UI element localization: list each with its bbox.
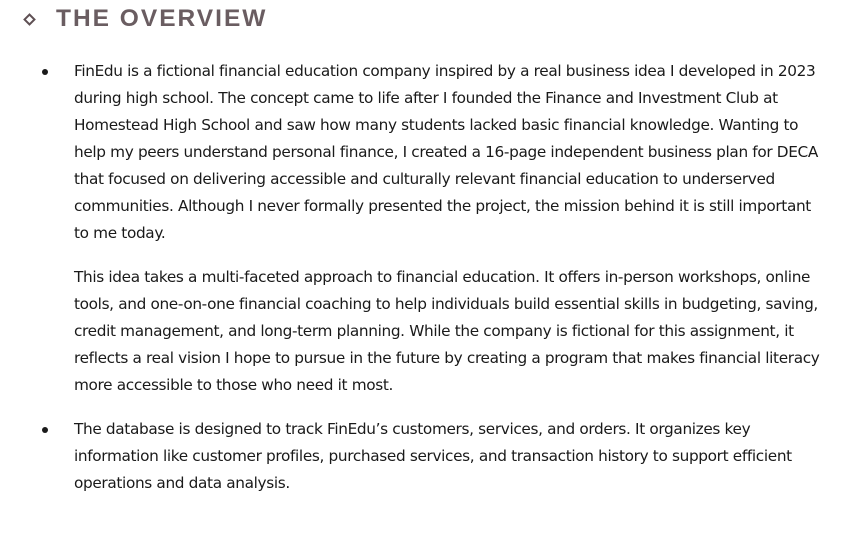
bullet-dot-icon — [42, 427, 48, 433]
paragraph: This idea takes a multi-faceted approach to financial education. It offers in-person workshops, online tools, and one-on-one financial coaching to help individuals build essential skills in budgeting, saving, credit management, and long-term planning. While the company is fictional for this assignment, it reflects a real vision I hope to pursue in the future by creating a program that makes financial literacy more accessible to those who need it most. — [74, 268, 820, 394]
bullet-item — [0, 416, 851, 497]
bullet-dot-icon — [42, 69, 48, 75]
overview-body — [0, 58, 851, 497]
paragraph: The database is designed to track FinEdu’s customers, services, and orders. It organizes key information like customer profiles, purchased services, and transaction history to support efficient operations and data analysis. — [74, 420, 792, 492]
bullet-item — [0, 58, 851, 399]
diamond-bullet-icon — [23, 13, 36, 26]
paragraph: FinEdu is a fictional financial education company inspired by a real business idea I developed in 2023 during high school. The concept came to life after I founded the Finance and Investment Club at Homestead High School and saw how many students lacked basic financial knowledge. Wanting to help my peers understand personal finance, I created a 16-page independent business plan for DECA that focused on delivering accessible and culturally relevant financial education to underserved communities. Although I never formally presented the project, the mission behind it is still important to me today. — [74, 62, 818, 242]
section-heading — [21, 3, 267, 35]
section-title: THE OVERVIEW — [56, 5, 268, 32]
